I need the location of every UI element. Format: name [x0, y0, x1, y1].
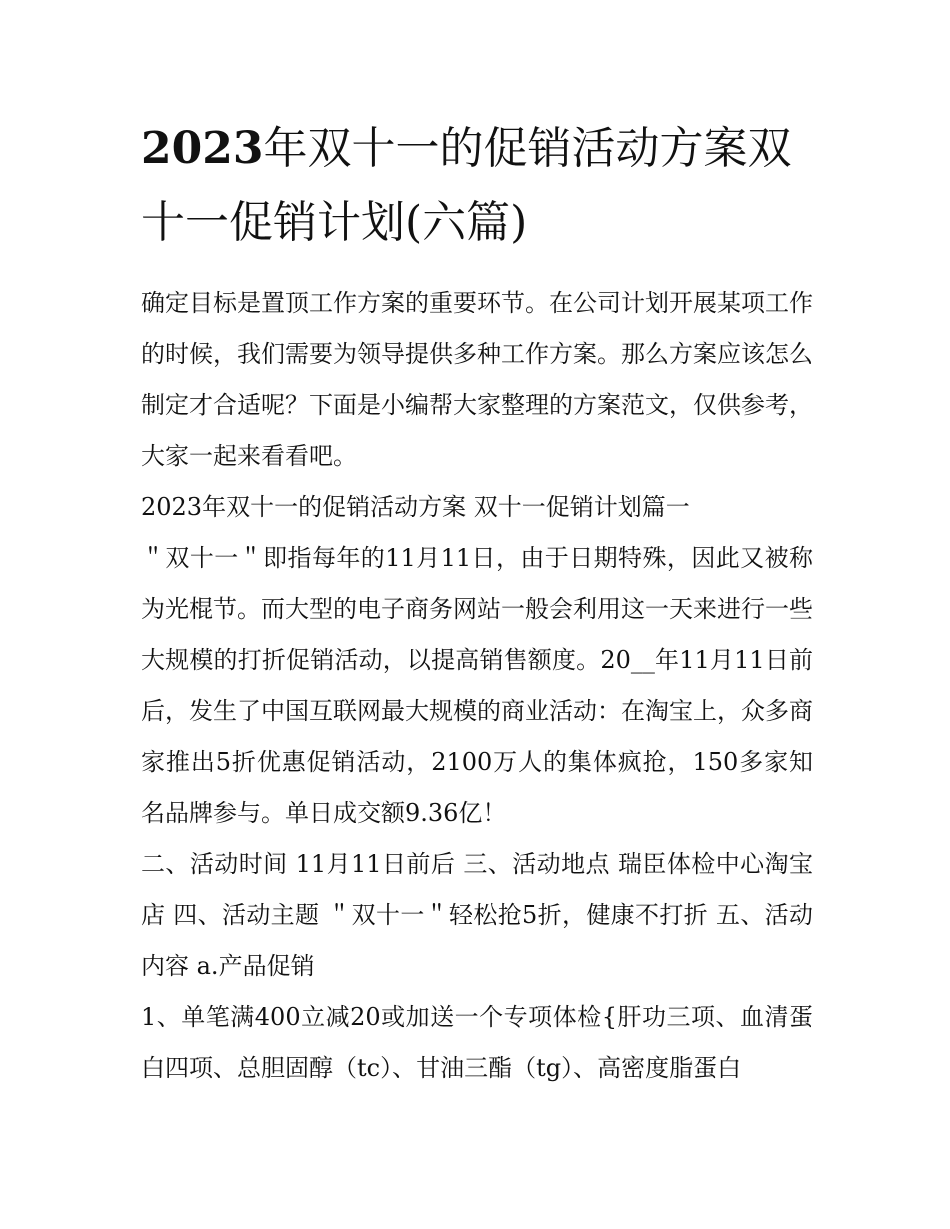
- document-title: [141, 112, 813, 260]
- activity-details-paragraph: 二、活动时间 11月11日前后 三、活动地点 瑞臣体检中心淘宝店 四、活动主题 ＂双十一＂轻松抢5折，健康不打折 五、活动内容 a.产品促销: [141, 850, 813, 980]
- promotion-item-paragraph: 1、单笔满400立减20或加送一个专项体检{肝功三项、血清蛋白四项、总胆固醇（tc）、甘油三酯（tg）、高密度脂蛋白: [141, 1003, 813, 1082]
- title-year: 2023: [141, 123, 264, 174]
- title-text: 年双十一的促销活动方案双十一促销计划(六篇): [141, 123, 792, 248]
- intro-paragraph: 确定目标是置顶工作方案的重要环节。在公司计划开展某项工作的时候，我们需要为领导提供多种工作方案。那么方案应该怎么制定才合适呢？下面是小编帮大家整理的方案范文，仅供参考，大家一起来看看吧。: [141, 289, 813, 470]
- body-paragraph: ＂双十一＂即指每年的11月11日，由于日期特殊，因此又被称为光棍节。而大型的电子商务网站一般会利用这一天来进行一些大规模的打折促销活动，以提高销售额度。20__年11月11日前后，发生了中国互联网最大规模的商业活动：在淘宝上，众多商家推出5折优惠促销活动，2100万人的集体疯抢，150多家知名品牌参与。单日成交额9.36亿！: [141, 544, 813, 827]
- section-heading: 2023年双十一的促销活动方案 双十一促销计划篇一: [141, 493, 690, 521]
- document-page: [141, 112, 813, 1094]
